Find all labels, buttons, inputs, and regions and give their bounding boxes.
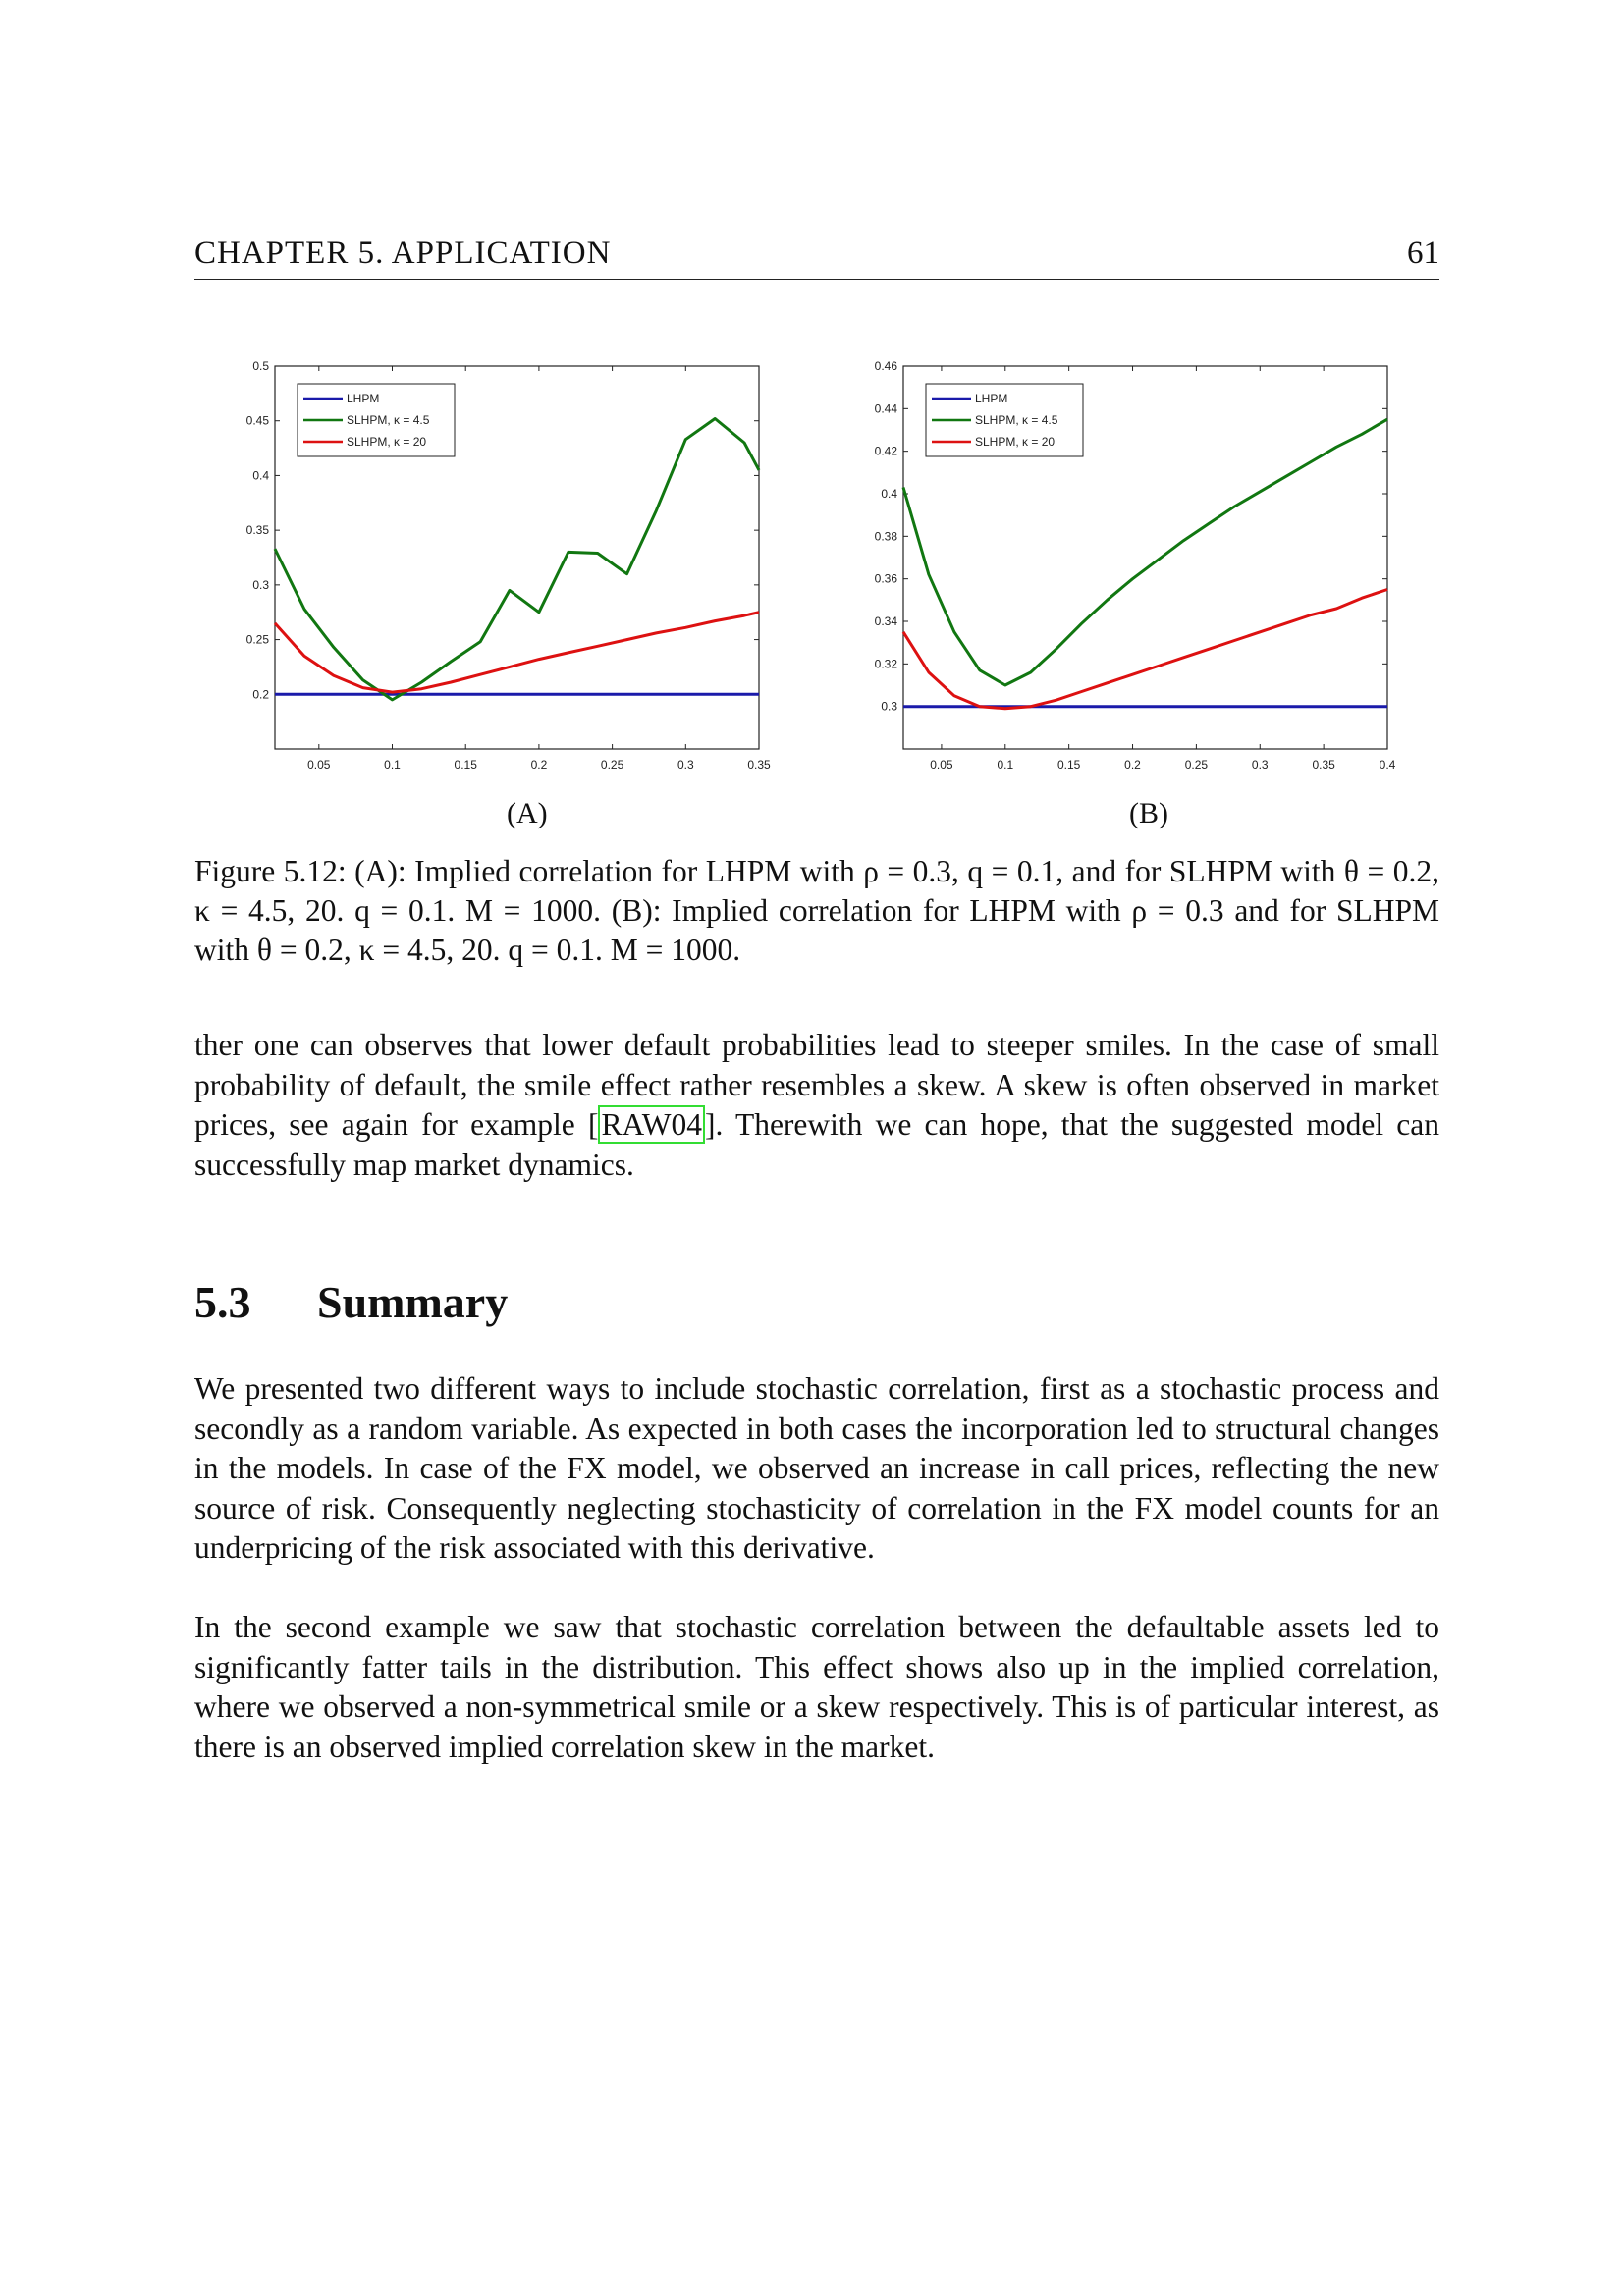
chart-a: [236, 348, 785, 780]
legend-label: LHPM: [975, 392, 1008, 405]
y-tick-label: 0.3: [881, 699, 897, 714]
legend-label: SLHPM, κ = 20: [347, 435, 427, 449]
y-tick-label: 0.34: [874, 614, 897, 628]
x-tick-label: 0.1: [997, 758, 1014, 772]
x-tick-label: 0.1: [384, 758, 401, 772]
y-tick-label: 0.38: [874, 529, 897, 544]
section-title: Summary: [317, 1277, 509, 1327]
x-tick-label: 0.35: [747, 758, 771, 772]
subfigure-label-a: (A): [507, 797, 548, 829]
y-tick-label: 0.3: [252, 577, 269, 592]
y-tick-label: 0.4: [252, 468, 269, 483]
x-tick-label: 0.05: [930, 758, 953, 772]
y-tick-label: 0.36: [874, 571, 897, 586]
subfigure-label-b: (B): [1129, 797, 1168, 829]
paragraph-text: . Therewith we can hope, that the suggested model can successfully map market dynamics.: [194, 1107, 1439, 1182]
y-tick-label: 0.42: [874, 444, 897, 458]
legend-label: SLHPM, κ = 4.5: [347, 413, 430, 427]
body-paragraph: ther one can observes that lower default probabilities lead to steeper smiles. In the case of small probability of default, the smile effect rather resembles a skew. A skew is often observed in market prices, see again for example [RAW04]. Therewith we can hope, that the suggested model can successfully map market dynamics.: [194, 1028, 1439, 1182]
y-tick-label: 0.32: [874, 657, 897, 671]
section-heading: [194, 1276, 508, 1328]
x-tick-label: 0.15: [1056, 758, 1081, 772]
x-tick-label: 0.2: [1124, 758, 1141, 772]
x-tick-label: 0.15: [454, 758, 477, 772]
chapter-title: CHAPTER 5. APPLICATION: [194, 236, 612, 271]
x-tick-label: 0.4: [1379, 758, 1396, 772]
x-tick-label: 0.3: [1251, 758, 1269, 772]
y-tick-label: 0.35: [245, 523, 269, 538]
x-tick-label: 0.2: [530, 758, 548, 772]
chart-b: [854, 348, 1404, 780]
y-tick-label: 0.5: [252, 359, 269, 373]
legend-label: SLHPM, κ = 20: [975, 435, 1056, 449]
y-tick-label: 0.4: [881, 487, 897, 501]
y-tick-label: 0.25: [245, 632, 269, 647]
paragraph-text: ther one can observes that lower default probabilities lead to steeper smiles. In the case of small probability of default, the smile effect rather resembles a skew. A skew is often observed in market prices, see again for example: [194, 1028, 1439, 1142]
x-tick-label: 0.3: [677, 758, 694, 772]
y-tick-label: 0.2: [252, 687, 269, 702]
page-number: 61: [1407, 236, 1439, 271]
legend-label: SLHPM, κ = 4.5: [975, 413, 1058, 427]
x-tick-label: 0.35: [1312, 758, 1335, 772]
citation-link[interactable]: RAW04: [598, 1105, 704, 1144]
page-header: [194, 234, 1439, 280]
figure-caption: Figure 5.12: (A): Implied correlation for LHPM with ρ = 0.3, q = 0.1, and for SLHPM with θ = 0.2, κ = 4.5, 20. q = 0.1. M = 1000. (B): Implied correlation for LHPM with ρ = 0.3 and for SLHPM with θ = 0.2, κ = 4.5, 20. q = 0.1. M = 1000.: [194, 854, 1439, 967]
y-tick-label: 0.46: [874, 359, 897, 373]
section-number: 5.3: [194, 1277, 251, 1327]
legend-label: LHPM: [347, 392, 380, 405]
body-paragraph: We presented two different ways to include stochastic correlation, first as a stochastic process and secondly as a random variable. As expected in both cases the incorporation led to structural changes in the models. In case of the FX model, we observed an increase in call prices, reflecting the new source of risk. Consequently neglecting stochasticity of correlation in the FX model counts for an underpricing of the risk associated with this derivative.: [194, 1371, 1439, 1565]
x-tick-label: 0.25: [1184, 758, 1209, 772]
y-tick-label: 0.45: [245, 413, 269, 428]
y-tick-label: 0.44: [874, 401, 897, 416]
body-paragraph: In the second example we saw that stochastic correlation between the defaultable assets led to significantly fatter tails in the distribution. This effect shows also up in the implied correlation, where we observed a non-symmetrical smile or a skew respectively. This is of particular interest, as there is an observed implied correlation skew in the market.: [194, 1610, 1439, 1764]
x-tick-label: 0.25: [600, 758, 624, 772]
x-tick-label: 0.05: [307, 758, 331, 772]
